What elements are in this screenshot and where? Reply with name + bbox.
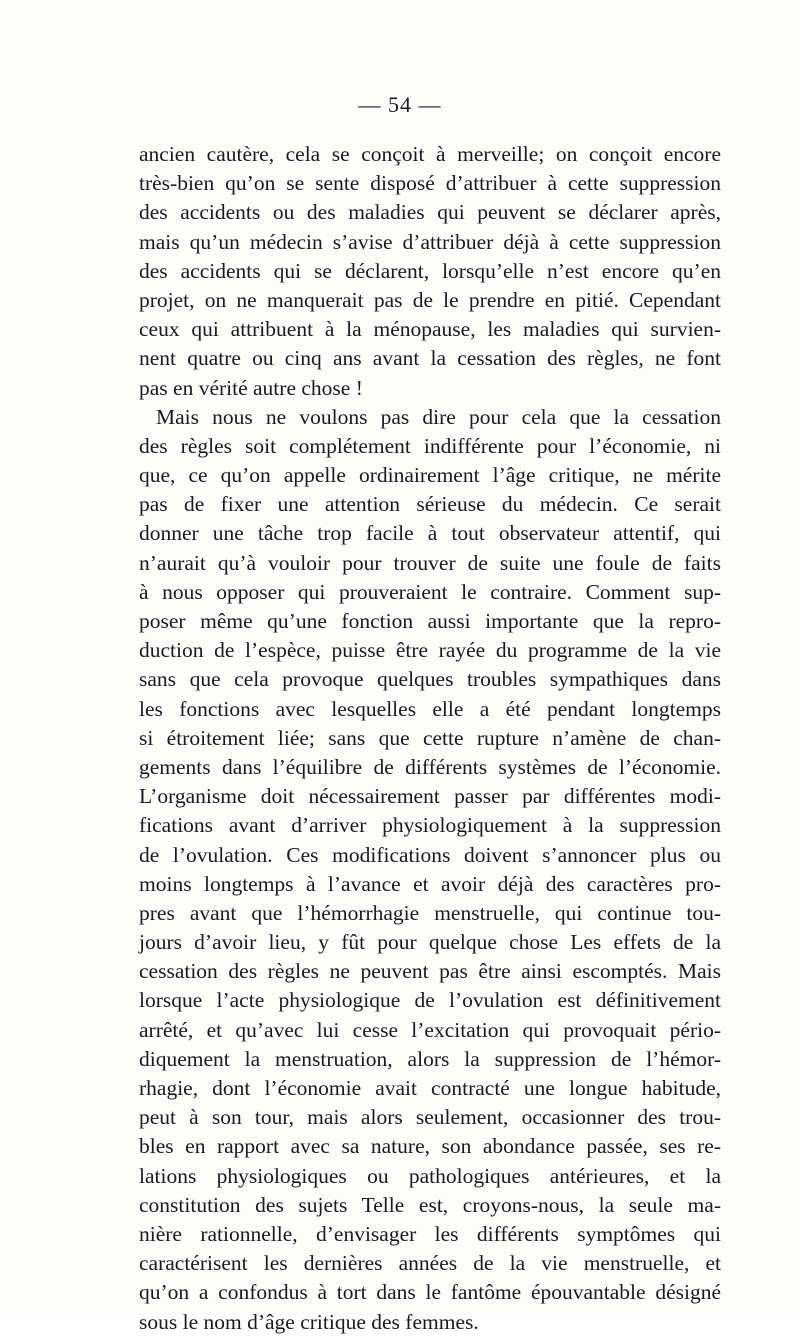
- text-line: des accidents ou des maladies qui peuvent se déclarer après,: [139, 200, 721, 225]
- text-line: diquement la menstruation, alors la suppression de l’hémor-: [139, 1046, 721, 1071]
- text-line: pas en vérité autre chose !: [139, 375, 363, 400]
- text-line: lations physiologiques ou pathologiques antérieures, et la: [139, 1163, 721, 1188]
- text-line: moins longtemps à l’avance et avoir déjà des caractères pro-: [139, 871, 721, 896]
- text-line: constitution des sujets Telle est, croyons-nous, la seule ma-: [139, 1192, 721, 1217]
- text-line: pres avant que l’hémorrhagie menstruelle, qui continue tou-: [139, 900, 721, 925]
- body-text: [139, 140, 721, 1337]
- text-line: de l’ovulation. Ces modifications doivent s’annoncer plus ou: [139, 842, 721, 867]
- text-line: Mais nous ne voulons pas dire pour cela que la cessation: [156, 404, 721, 429]
- text-line: poser même qu’une fonction aussi importante que la repro-: [139, 609, 721, 633]
- text-line: gements dans l’équilibre de différents systèmes de l’économie.: [139, 754, 721, 779]
- page-number: — 54 —: [358, 92, 442, 117]
- text-line: n’aurait qu’à vouloir pour trouver de suite une foule de faits: [139, 550, 721, 575]
- text-line: pas de fixer une attention sérieuse du médecin. Ce serait: [139, 492, 721, 517]
- text-line: duction de l’espèce, puisse être rayée du programme de la vie: [139, 638, 721, 663]
- text-line: si étroitement liée; sans que cette rupture n’amène de chan-: [139, 725, 721, 750]
- text-line: nent quatre ou cinq ans avant la cessation des règles, ne font: [139, 346, 721, 371]
- text-line: lorsque l’acte physiologique de l’ovulation est définitivement: [139, 988, 721, 1013]
- text-line: des accidents qui se déclarent, lorsqu’elle n’est encore qu’en: [139, 258, 721, 283]
- text-line: jours d’avoir lieu, y fût pour quelque chose Les effets de la: [139, 930, 721, 955]
- text-line: sous le nom d’âge critique des femmes.: [139, 1309, 479, 1334]
- text-line: qu’on a confondus à tort dans le fantôme épouvantable désigné: [139, 1280, 721, 1305]
- text-line: des règles soit complétement indifférente pour l’économie, ni: [139, 433, 721, 458]
- text-line: cessation des règles ne peuvent pas être ainsi escomptés. Mais: [139, 959, 721, 984]
- text-line: nière rationnelle, d’envisager les différents symptômes qui: [139, 1221, 721, 1246]
- text-line: caractérisent les dernières années de la vie menstruelle, et: [139, 1251, 721, 1276]
- text-line: fications avant d’arriver physiologiquement à la suppression: [139, 813, 721, 838]
- text-line: rhagie, dont l’économie avait contracté une longue habitude,: [139, 1076, 721, 1100]
- text-line: très-bien qu’on se sente disposé d’attribuer à cette suppression: [139, 171, 721, 196]
- text-line: à nous opposer qui prouveraient le contraire. Comment sup-: [139, 579, 721, 604]
- text-line: peut à son tour, mais alors seulement, occasionner des trou-: [139, 1105, 721, 1130]
- text-line: ancien cautère, cela se conçoit à merveille; on conçoit encore: [139, 142, 721, 166]
- text-line: donner une tâche trop facile à tout observateur attentif, qui: [139, 521, 721, 546]
- text-line: ceux qui attribuent à la ménopause, les maladies qui survien-: [139, 317, 721, 342]
- text-line: mais qu’un médecin s’avise d’attribuer déjà à cette suppression: [139, 229, 721, 254]
- text-line: que, ce qu’on appelle ordinairement l’âge critique, ne mérite: [139, 463, 721, 488]
- text-line: L’organisme doit nécessairement passer par différentes modi-: [139, 784, 721, 809]
- text-line: bles en rapport avec sa nature, son abondance passée, ses re-: [139, 1134, 721, 1159]
- text-line: les fonctions avec lesquelles elle a été pendant longtemps: [139, 696, 721, 721]
- text-line: arrêté, et qu’avec lui cesse l’excitation qui provoquait pério-: [139, 1017, 721, 1042]
- text-line: projet, on ne manquerait pas de le prendre en pitié. Cependant: [139, 287, 721, 312]
- text-line: sans que cela provoque quelques troubles sympathiques dans: [139, 667, 721, 692]
